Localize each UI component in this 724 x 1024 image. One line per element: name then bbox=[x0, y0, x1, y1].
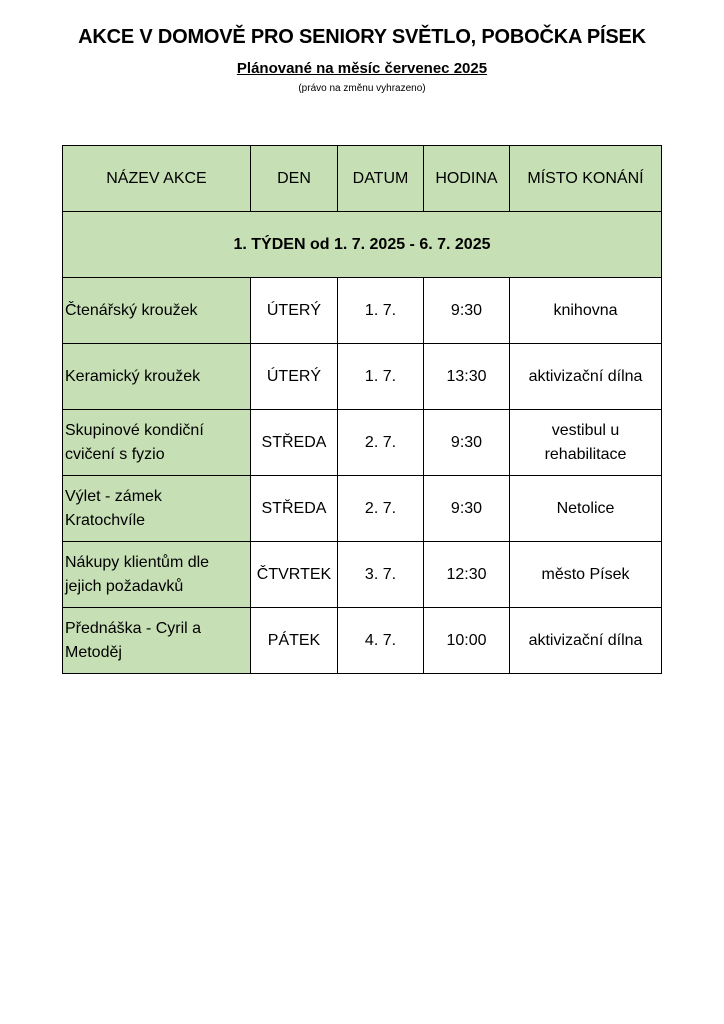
event-time: 9:30 bbox=[424, 476, 510, 542]
event-day: PÁTEK bbox=[251, 608, 338, 674]
event-name: Keramický kroužek bbox=[63, 344, 251, 410]
event-date: 1. 7. bbox=[338, 344, 424, 410]
event-time: 9:30 bbox=[424, 410, 510, 476]
event-time: 9:30 bbox=[424, 278, 510, 344]
week-label: 1. TÝDEN od 1. 7. 2025 - 6. 7. 2025 bbox=[63, 212, 662, 278]
event-place: město Písek bbox=[510, 542, 662, 608]
event-day: STŘEDA bbox=[251, 410, 338, 476]
week-row bbox=[63, 212, 662, 278]
table-row bbox=[63, 542, 662, 608]
column-header-time: HODINA bbox=[424, 146, 510, 212]
disclaimer-note: (právo na změnu vyhrazeno) bbox=[298, 83, 426, 94]
event-date: 2. 7. bbox=[338, 410, 424, 476]
event-place: knihovna bbox=[510, 278, 662, 344]
event-time: 10:00 bbox=[424, 608, 510, 674]
column-header-date: DATUM bbox=[338, 146, 424, 212]
event-place: aktivizační dílna bbox=[510, 608, 662, 674]
table-row bbox=[63, 278, 662, 344]
column-header-day: DEN bbox=[251, 146, 338, 212]
table-header-row bbox=[63, 146, 662, 212]
event-time: 12:30 bbox=[424, 542, 510, 608]
table-row bbox=[63, 410, 662, 476]
event-name: Nákupy klientům dle jejich požadavků bbox=[63, 542, 251, 608]
page-title: AKCE V DOMOVĚ PRO SENIORY SVĚTLO, POBOČKA PÍSEK bbox=[78, 26, 646, 48]
event-name: Skupinové kondiční cvičení s fyzio bbox=[63, 410, 251, 476]
event-place: aktivizační dílna bbox=[510, 344, 662, 410]
event-name: Čtenářský kroužek bbox=[63, 278, 251, 344]
event-day: STŘEDA bbox=[251, 476, 338, 542]
event-name: Přednáška - Cyril a Metoděj bbox=[63, 608, 251, 674]
event-date: 4. 7. bbox=[338, 608, 424, 674]
event-day: ČTVRTEK bbox=[251, 542, 338, 608]
event-time: 13:30 bbox=[424, 344, 510, 410]
table-row bbox=[63, 608, 662, 674]
event-date: 2. 7. bbox=[338, 476, 424, 542]
column-header-place: MÍSTO KONÁNÍ bbox=[510, 146, 662, 212]
page-subtitle: Plánované na měsíc červenec 2025 bbox=[236, 60, 488, 77]
table-row bbox=[63, 476, 662, 542]
event-name: Výlet - zámek Kratochvíle bbox=[63, 476, 251, 542]
event-place: Netolice bbox=[510, 476, 662, 542]
table-row bbox=[63, 344, 662, 410]
events-table bbox=[62, 145, 662, 674]
event-day: ÚTERÝ bbox=[251, 278, 338, 344]
event-date: 3. 7. bbox=[338, 542, 424, 608]
event-day: ÚTERÝ bbox=[251, 344, 338, 410]
column-header-name: NÁZEV AKCE bbox=[63, 146, 251, 212]
event-date: 1. 7. bbox=[338, 278, 424, 344]
event-place: vestibul u rehabilitace bbox=[510, 410, 662, 476]
